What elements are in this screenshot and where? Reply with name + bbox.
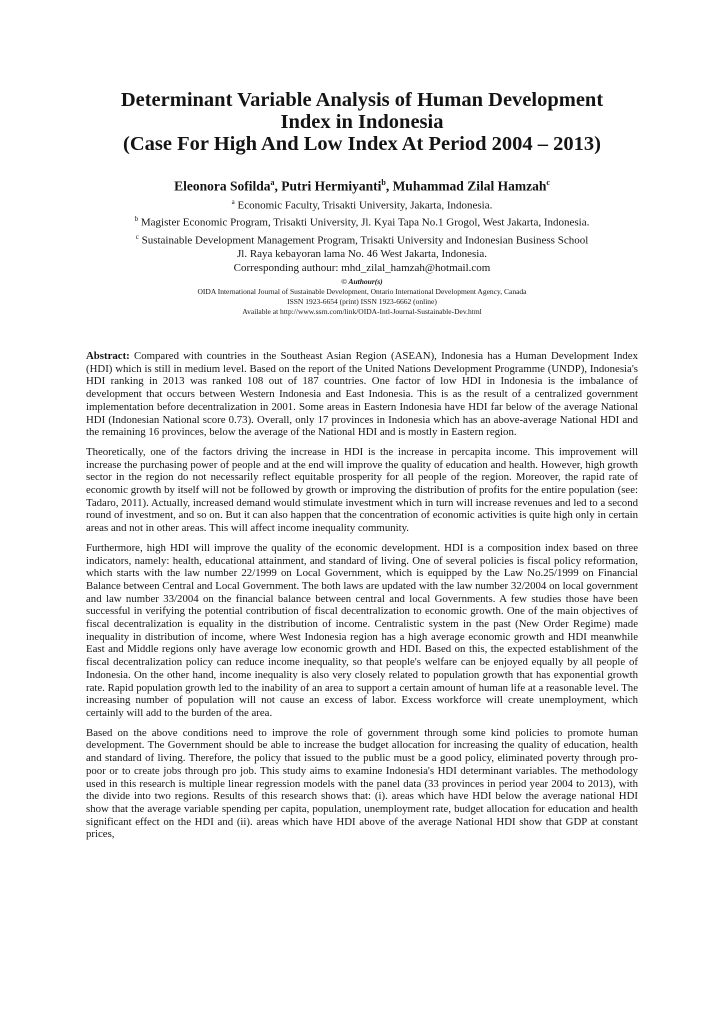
body-paragraph: Based on the above conditions need to improve the role of government through some kind policies to promote human development. The Government should be able to increase the budget allocation for increasing the quality of education, health and standard of living. Therefore, the policy that issued to the public must be a good policy, eliminated poverty through pro-poor or to create jobs through pro job. This study aims to examine Indonesia's HDI determinant variables. The methodology used in this research is multiple linear regression models with the panel data (33 provinces in period year 2004 to 2013), with the divide into two regions. Results of this research shows that: (i). areas which have HDI below the average national HDI show that the average variable spending per capita, population, unemployment rate, budget allocation for education and health significant effect on the HDI and (ii). areas which have HDI above of the average National HDI show that GDP at constant prices, bbox=[86, 726, 638, 841]
title-line: Determinant Variable Analysis of Human Development bbox=[120, 89, 604, 111]
issn-line: ISSN 1923-6654 (print) ISSN 1923-6662 (online) bbox=[287, 297, 437, 306]
affiliation-marker: b bbox=[134, 215, 139, 224]
paper-title bbox=[60, 89, 664, 155]
author-name: Muhammad Zilal Hamzah bbox=[392, 178, 547, 194]
affiliation-line bbox=[40, 248, 684, 262]
affiliation-line bbox=[40, 213, 684, 230]
journal-info bbox=[60, 277, 664, 317]
affiliation-line bbox=[40, 262, 684, 276]
body-paragraph: Furthermore, high HDI will improve the quality of the economic development. HDI is a composition index based on three indicators, namely: health, educational attainment, and standard of living. One of several policies is fiscal policy reformation, which starts with the law number 22/1999 on Local Government, which is equipped by the Law No.25/1999 on Financial Balance between Central and Local Government. The both laws are updated with the law number 32/2004 on local government and law number 33/2004 on the financial balance between central and local Governments. A few studies those have been successful in verifying the potential contribution of fiscal decentralization to economic growth. One of the main objectives of fiscal decentralization is equality in the distribution of income. Centralistic system in the past (New Order Regime) made inequality in distribution of income, where West Indonesia region has a high average economic growth and HDI meanwhile East and Middle regions only have average low economic growth and HDI. Based on this, the expected establishment of the fiscal decentralization policy can reduce income inequality, so that people's welfare can be enjoyed equally by all people of Indonesia. On the other hand, income inequality is also very closely related to population growth that has exponential growth rate. Rapid population growth led to the inability of an area to support a certain amount of human life at a reasonable level. The increasing number of population will not cause an excess of labor. Excess workforce will create unemployment, which certainly will add to the burden of the area. bbox=[86, 541, 638, 719]
affiliations bbox=[40, 196, 684, 276]
body-text bbox=[86, 350, 638, 848]
author-separator: , bbox=[385, 178, 393, 194]
affiliation-text: Jl. Raya kebayoran lama No. 46 West Jakarta, Indonesia. bbox=[236, 248, 487, 261]
title-line: (Case For High And Low Index At Period 2004 – 2013) bbox=[123, 133, 601, 155]
copyright-notice: © Authour(s) bbox=[341, 277, 383, 286]
author-name: Putri Hermiyanti bbox=[281, 178, 382, 194]
body-paragraph: Theoretically, one of the factors driving the increase in HDI is the increase in percapita income. This improvement will increase the purchasing power of people and at the end will improve the quality of education and health. However, high growth sector in the region do not necessarily reflect equitable prosperity for all people of the region. Moreover, the rapid rate of economic growth by itself will not be followed by growth or improving the distribution of profits for the entire population (see: Tadaro, 2011). Actually, increased demand would stimulate investment which in turn will increase revenues and led to a second round of investment, and so on. But it can also happen that the concentration of economic activities is quite high only in certain areas and not in other areas. This will affect income inequality community. bbox=[86, 445, 638, 535]
journal-name: OIDA International Journal of Sustainable Development, Ontario International Development Agency, Canada bbox=[197, 287, 527, 296]
availability-line: Available at http://www.ssrn.com/link/OIDA-Intl-Journal-Sustainable-Dev.html bbox=[242, 307, 482, 316]
affiliation-marker: a bbox=[231, 198, 235, 206]
affiliation-marker: b bbox=[381, 178, 386, 187]
affiliation-marker: c bbox=[135, 232, 139, 241]
affiliation-text: Sustainable Development Management Program, Trisakti University and Indonesian Business School bbox=[138, 234, 589, 247]
abstract-text: Compared with countries in the Southeast Asian Region (ASEAN), Indonesia has a Human Development Index (HDI) which is still in medium level. Based on the report of the United Nations Development Programme (UNDP), Indonesia's HDI ranking in 2013 was ranked 108 out of 187 countries. One factor of low HDI in Indonesia is the imbalance of development that occurs between Western Indonesia and East Indonesia. This is as the result of a centralized government implementation before decentralization in 2001. Some areas in Eastern Indonesia have HDI far below of the average National HDI (Indonesian National score 0.73). Overall, only 17 provinces in Indonesia which has an above-average National HDI and the remaining 16 provinces, below the average of the National HDI and is mostly in Eastern region. bbox=[86, 350, 638, 439]
affiliation-line bbox=[40, 196, 684, 213]
abstract-label: Abstract: bbox=[86, 350, 130, 362]
affiliation-marker: a bbox=[270, 178, 275, 187]
corresponding-author: Corresponding authour: mhd_zilal_hamzah@hotmail.com bbox=[233, 262, 491, 275]
title-line: Index in Indonesia bbox=[280, 111, 444, 133]
author-list bbox=[60, 178, 664, 195]
affiliation-line bbox=[40, 231, 684, 248]
affiliation-text: Economic Faculty, Trisakti University, Jakarta, Indonesia. bbox=[234, 199, 493, 212]
abstract-paragraph bbox=[86, 350, 638, 439]
affiliation-text: Magister Economic Program, Trisakti University, Jl. Kyai Tapa No.1 Grogol, West Jakarta, Indonesia. bbox=[138, 217, 590, 230]
author-name: Eleonora Sofilda bbox=[174, 178, 271, 194]
author-separator: , bbox=[274, 178, 282, 194]
affiliation-marker: c bbox=[546, 178, 550, 187]
